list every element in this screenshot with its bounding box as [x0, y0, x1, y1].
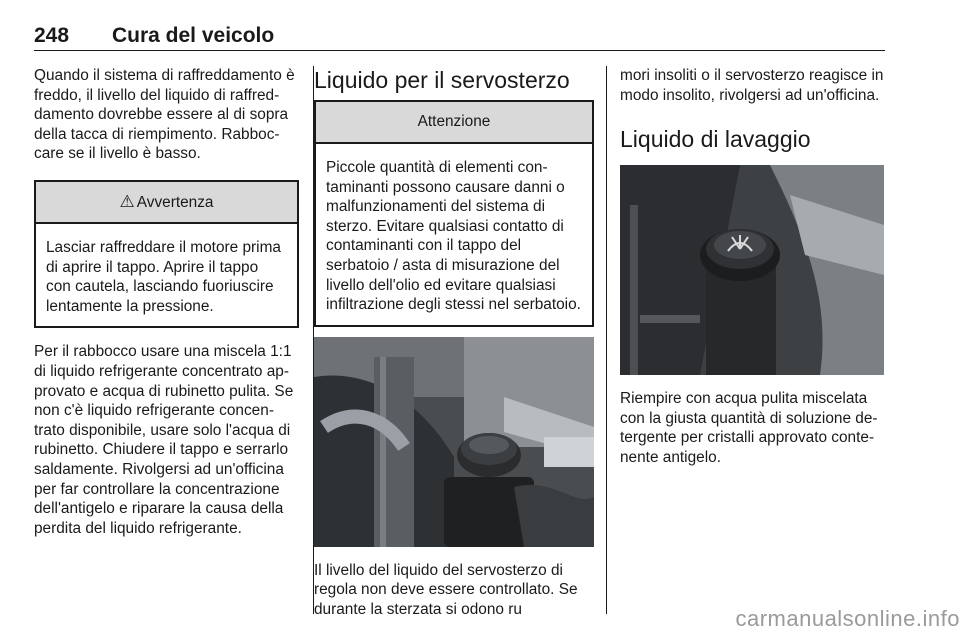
washer-fluid-reservoir-photo — [620, 165, 884, 375]
page-header — [34, 18, 885, 51]
coolant-intro-paragraph: Quando il sistema di raffreddamento è freddo, il livello del liquido di raffreddamento dovrebbe essere al di sopra della tacca di riempimento. Rabboccare se il livello è basso. — [34, 67, 295, 163]
attention-box — [314, 100, 594, 327]
warning-box-header — [36, 182, 297, 224]
page-number: 248 — [34, 24, 70, 47]
warning-triangle-icon: ⚠ — [119, 191, 135, 211]
attention-box-header: Attenzione — [316, 102, 592, 144]
power-steering-reservoir-photo — [314, 337, 594, 547]
attention-text: Piccole quantità di elementi contaminanti possono causare danni o malfunzionamenti del sistema di sterzo. Evitare qualsiasi contatto di contaminanti con il tappo del serbatoio / asta di misurazione del livello dell'olio ed evitare qualsiasi infiltrazione degli stessi nel serbatoio. — [326, 159, 581, 314]
warning-title: Avvertenza — [136, 193, 214, 211]
washer-fluid-paragraph: Riempire con acqua pulita miscelata con la giusta quantità di soluzione detergente per cristalli approvato contenente antigelo. — [620, 390, 878, 466]
watermark: carmanualsonline.info — [735, 606, 960, 631]
column-divider — [606, 66, 607, 614]
warning-text: Lasciar raffreddare il motore prima di aprire il tappo. Aprire il tappo con cautela, lasciando fuoriuscire lentamente la pressione. — [46, 238, 281, 315]
column-2 — [314, 66, 594, 620]
coolant-refill-paragraph: Per il rabbocco usare una miscela 1:1 di liquido refrigerante concentrato approvato e acqua di rubinetto pulita. Se non c'è liquido refrigerante concentrato disponibile, usare solo l'acqua di rubinetto. Chiudere il tappo e serrarlo saldamente. Rivolgersi ad un'officina per far controllare la concentrazione dell'antigelo e riparare la causa della perdita del liquido refrigerante. — [34, 343, 294, 537]
washer-fluid-heading: Liquido di lavaggio — [620, 126, 811, 153]
warning-box — [34, 180, 299, 328]
column-3 — [620, 66, 885, 468]
section-title: Cura del veicolo — [112, 24, 275, 47]
power-steering-paragraph: Il livello del liquido del servosterzo di regola non deve essere controllato. Se durante la sterzata si odono ru — [314, 561, 578, 618]
power-steering-continued-paragraph: mori insoliti o il servosterzo reagisce in modo insolito, rivolgersi ad un'officina. — [620, 67, 884, 104]
power-steering-heading: Liquido per il servosterzo — [314, 67, 570, 93]
column-1 — [34, 66, 299, 538]
